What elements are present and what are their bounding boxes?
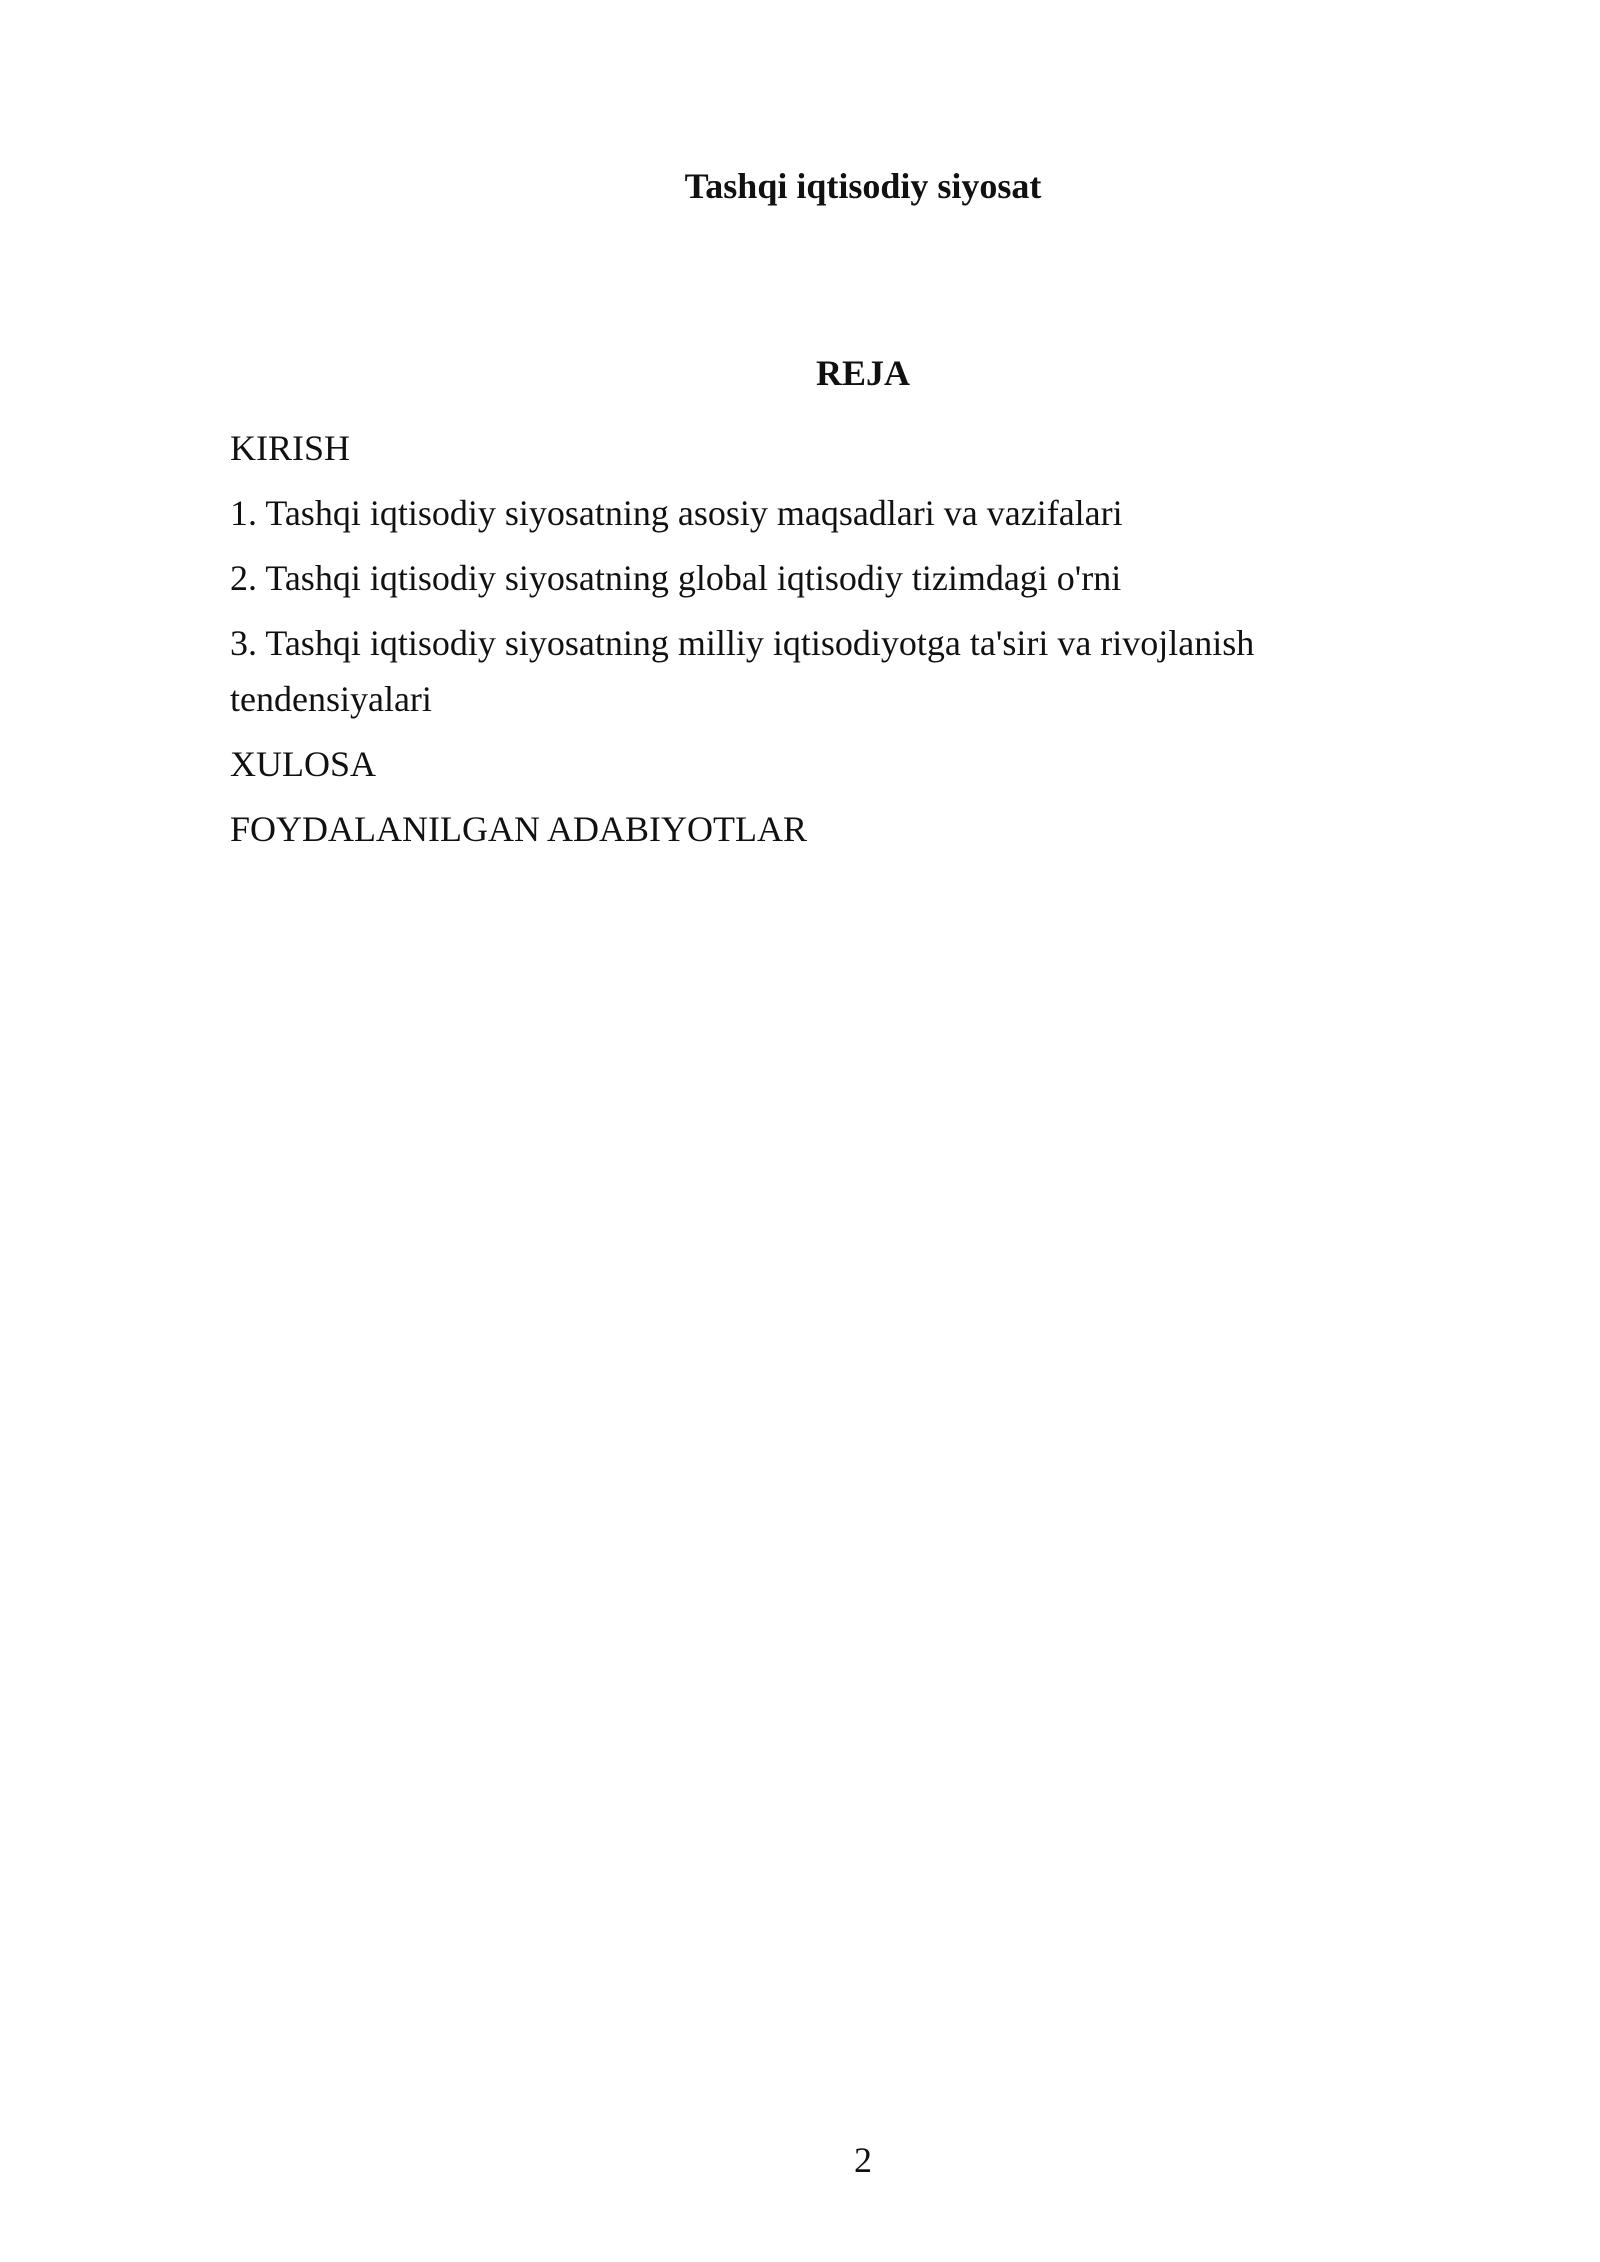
plan-list xyxy=(230,420,1350,866)
plan-item-references: FOYDALANILGAN ADABIYOTLAR xyxy=(230,809,807,849)
plan-heading: REJA xyxy=(815,353,910,393)
plan-item-2: 2. Tashqi iqtisodiy siyosatning global iqtisodiy tizimdagi o'rni xyxy=(230,558,1122,598)
plan-item-conclusion: XULOSA xyxy=(230,744,377,784)
plan-item-3: 3. Tashqi iqtisodiy siyosatning milliy iqtisodiyotga ta'siri va rivojlanish tendensiyalari xyxy=(230,623,1255,719)
plan-item-1: 1. Tashqi iqtisodiy siyosatning asosiy maqsadlari va vazifalari xyxy=(230,493,1123,533)
plan-item-introduction: KIRISH xyxy=(230,428,351,468)
page-number: 2 xyxy=(854,2140,872,2180)
document-title: Tashqi iqtisodiy siyosat xyxy=(684,166,1042,206)
